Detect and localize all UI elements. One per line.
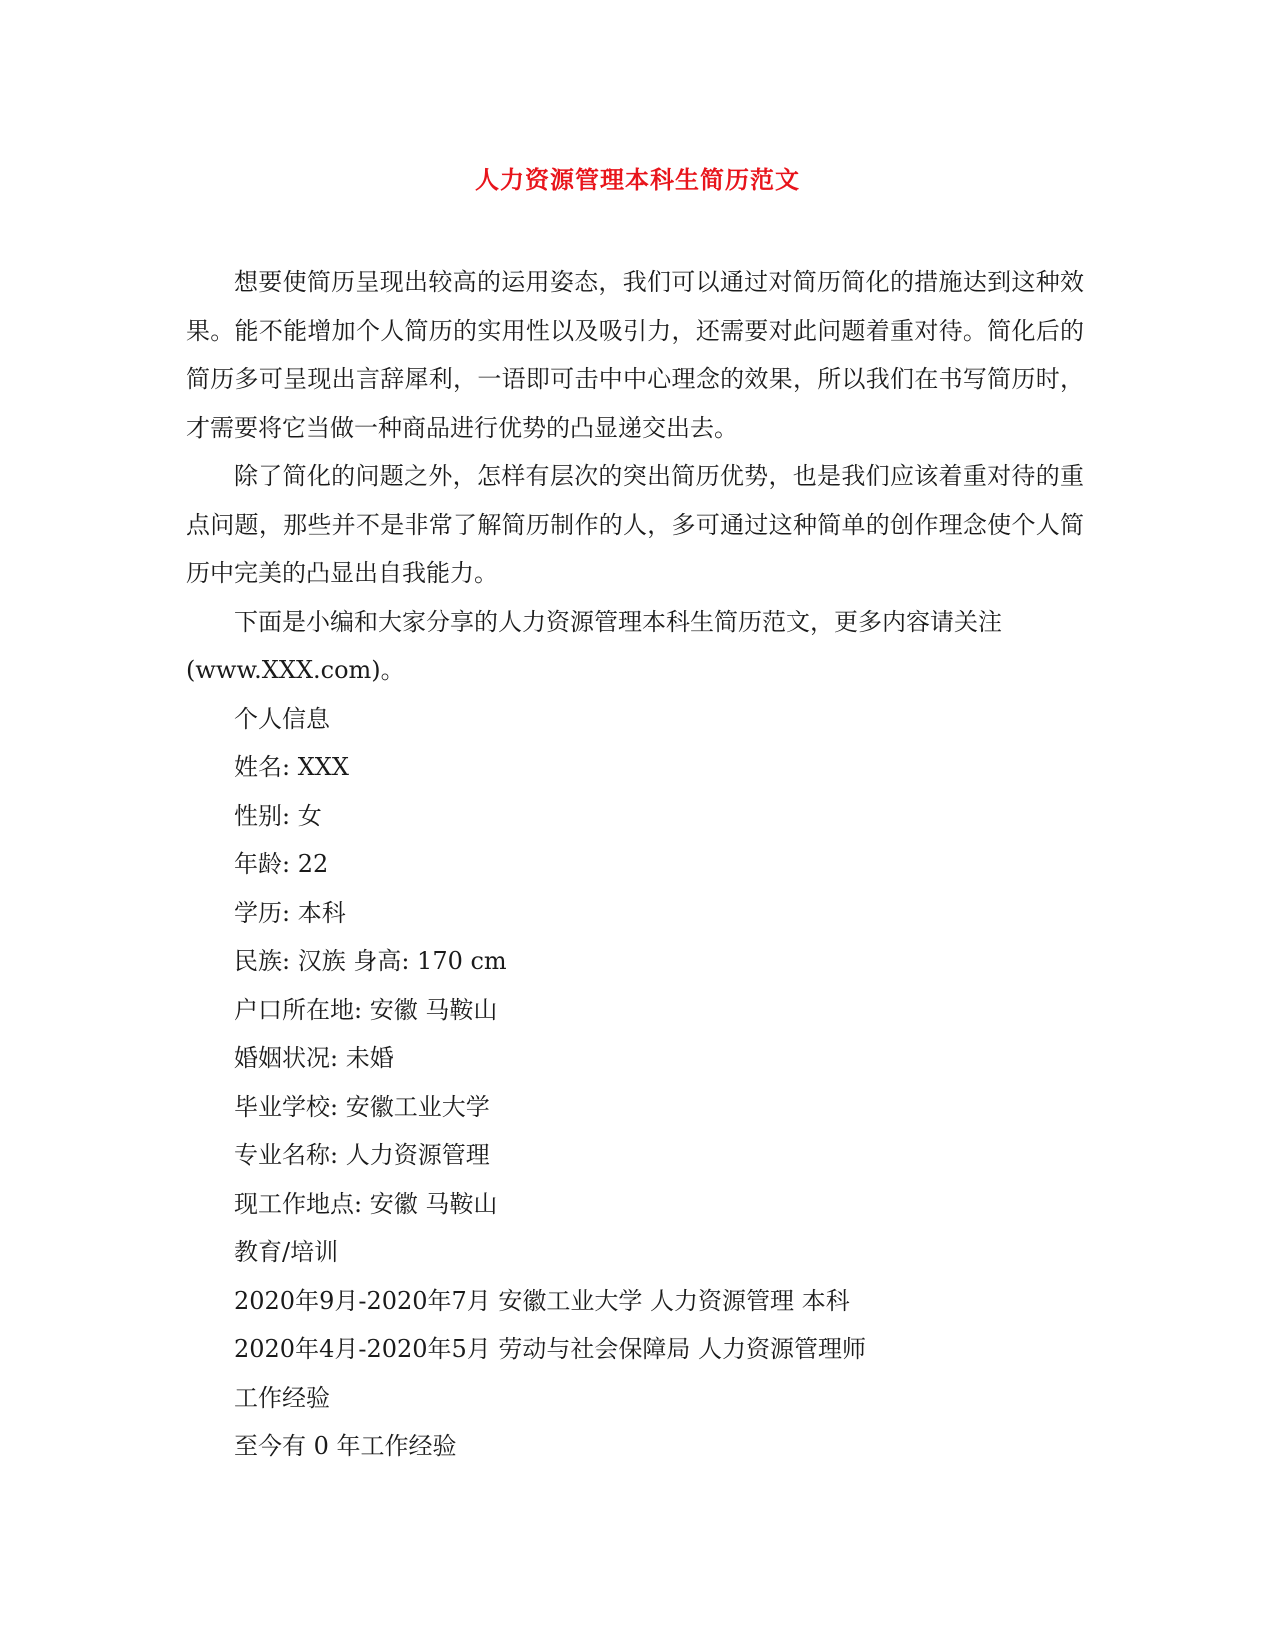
document-body — [186, 258, 1084, 1471]
intro-paragraph-1: 想要使简历呈现出较高的运用姿态，我们可以通过对简历简化的措施达到这种效果。能不能增加个人简历的实用性以及吸引力，还需要对此问题着重对待。简化后的简历多可呈现出言辞犀利，一语即可击中中心理念的效果，所以我们在书写简历时，才需要将它当做一种商品进行优势的凸显递交出去。 — [186, 268, 1084, 442]
info-ethnicity-height: 民族: 汉族 身高: 170 cm — [234, 947, 507, 975]
work-heading: 工作经验 — [234, 1383, 330, 1412]
info-age: 年龄: 22 — [234, 850, 329, 878]
document-title: 人力资源管理本科生简历范文 — [475, 165, 800, 194]
info-gender: 性别: 女 — [234, 801, 322, 830]
info-hukou: 户口所在地: 安徽 马鞍山 — [234, 995, 498, 1024]
info-name: 姓名: XXX — [234, 753, 349, 781]
share-link: (www.XXX.com)。 — [186, 656, 405, 684]
share-line: 下面是小编和大家分享的人力资源管理本科生简历范文，更多内容请关注 — [234, 607, 1002, 636]
education-heading: 教育/培训 — [234, 1238, 339, 1266]
info-marital: 婚姻状况: 未婚 — [234, 1044, 394, 1072]
info-work-location: 现工作地点: 安徽 马鞍山 — [234, 1189, 498, 1218]
info-school: 毕业学校: 安徽工业大学 — [234, 1092, 490, 1121]
info-education-level: 学历: 本科 — [234, 898, 346, 927]
info-major: 专业名称: 人力资源管理 — [234, 1141, 490, 1169]
work-summary: 至今有 0 年工作经验 — [234, 1432, 457, 1460]
personal-info-heading: 个人信息 — [234, 704, 330, 733]
education-item: 2020年4月-2020年5月 劳动与社会保障局 人力资源管理师 — [234, 1335, 867, 1363]
intro-paragraph-2: 除了简化的问题之外，怎样有层次的突出简历优势，也是我们应该着重对待的重点问题，那些并不是非常了解简历制作的人，多可通过这种简单的创作理念使个人简历中完美的凸显出自我能力。 — [186, 462, 1084, 587]
education-item: 2020年9月-2020年7月 安徽工业大学 人力资源管理 本科 — [234, 1286, 850, 1315]
